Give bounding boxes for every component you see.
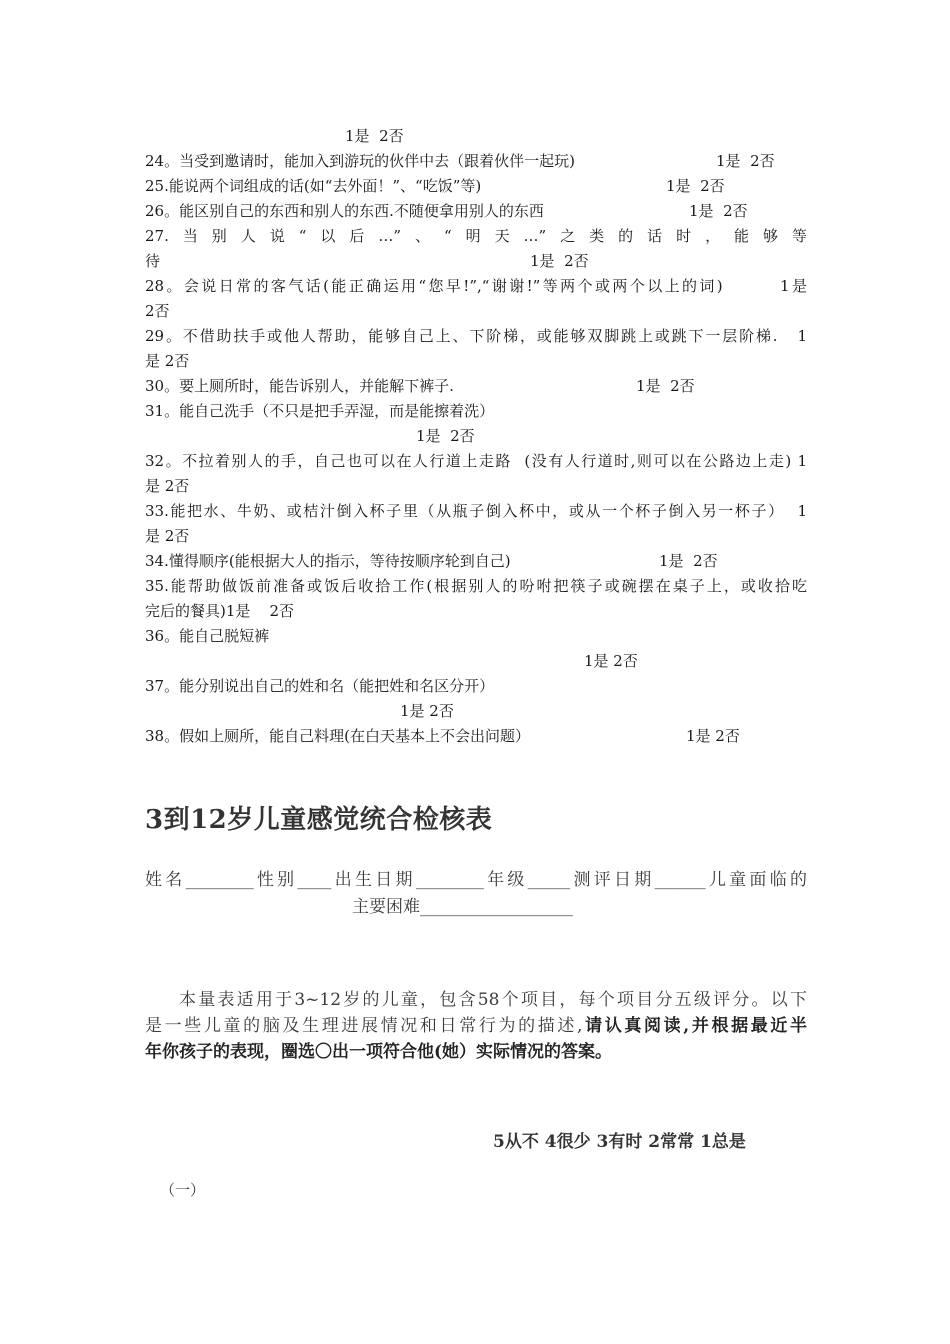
answer-options: 1是 2否 [666,177,725,195]
question-30: 30。要上厕所时，能告诉别人，并能解下裤子. [145,377,454,395]
answer-options: 1是 2否 [659,552,718,570]
question-33-continued: 是 2否 [145,527,190,545]
question-26: 26。能区别自己的东西和别人的东西.不随便拿用别人的东西 [145,202,544,220]
question-25: 25.能说两个词组成的话(如“去外面！”、“吃饭”等) [145,177,482,195]
intro-instruction: 请认真阅读,并根据最近半 [582,1016,808,1036]
section-label: （一） [160,1181,206,1199]
question-29-continued: 是 2否 [145,352,190,370]
intro-instruction-line3: 年你孩子的表现，圈选〇出一项符合他(她）实际情况的答案。 [145,1042,613,1062]
info-form-line: 姓名________性别____出生日期________年级_____测评日期______儿童面临的 [145,870,807,890]
answer-options: 1是 2否 [689,202,748,220]
checklist-title: 3到12岁儿童感觉统合检核表 [145,805,493,835]
question-29: 29。不借助扶手或他人帮助，能够自己上、下阶梯，或能够双脚跳上或跳下一层阶梯. 1 [145,327,807,345]
question-32: 32。不拉着别人的手，自己也可以在人行道上走路 (没有人行道时,则可以在公路边上走) 1 [145,452,807,470]
question-31: 31。能自己洗手（不只是把手弄湿，而是能擦着洗） [145,402,495,420]
answer-options: 1是 2否 [584,652,638,670]
question-33: 33.能把水、牛奶、或桔汁倒入杯子里（从瓶子倒入杯中，或从一个杯子倒入另一杯子） 1 [145,502,807,520]
answer-options: 1是 2否 [345,127,404,145]
question-28-continued: 2否 [145,302,170,320]
question-36: 36。能自己脱短裤 [145,627,270,645]
question-37: 37。能分别说出自己的姓和名（能把姓和名区分开） [145,677,495,695]
intro-paragraph-line2 [145,1013,807,1039]
answer-options: 1是 2否 [716,152,775,170]
question-27-continued: 待 [145,252,161,270]
question-35: 35.能帮助做饭前准备或饭后收拾工作(根据别人的吩咐把筷子或碗摆在桌子上，或收拾吃 [145,577,807,595]
question-24: 24。当受到邀请时，能加入到游玩的伙伴中去（跟着伙伴一起玩) [145,152,575,170]
question-27: 27.当别人说“以后…”、“明天…”之类的话时，能够等 [145,227,807,245]
answer-options: 1是 2否 [686,727,740,745]
question-35-continued: 完后的餐具)1是 2否 [145,602,295,620]
intro-text: 是一些儿童的脑及生理进展情况和日常行为的描述, [145,1016,583,1036]
question-32-continued: 是 2否 [145,477,190,495]
info-form-difficulty: 主要困难__________________ [352,897,573,917]
question-28: 28。会说日常的客气话(能正确运用“您早!”,“谢谢!”等两个或两个以上的词) 1是 [145,277,807,295]
answer-options: 1是 2否 [636,377,695,395]
answer-options: 1是 2否 [400,702,454,720]
answer-options: 1是 2否 [530,252,589,270]
rating-scale-legend: 5从不 4很少 3有时 2常常 1总是 [493,1132,746,1152]
answer-options: 1是 2否 [416,427,475,445]
question-38: 38。假如上厕所，能自己料理(在白天基本上不会出问题） [145,727,530,745]
question-34: 34.懂得顺序(能根据大人的指示，等待按顺序轮到自己) [145,552,511,570]
intro-paragraph: 本量表适用于3~12岁的儿童，包含58个项目，每个项目分五级评分。以下 [179,990,807,1010]
